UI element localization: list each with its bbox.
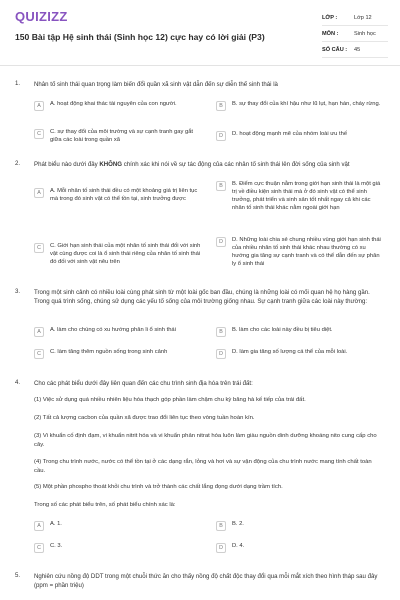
option-text: B. làm cho các loài này đều bị tiêu diệt. <box>232 327 333 333</box>
option-letter: B <box>216 181 226 191</box>
option-text: A. hoạt động khai thác tài nguyên của con người. <box>50 101 177 107</box>
option-letter: D <box>216 131 226 141</box>
option-letter: D <box>216 237 226 247</box>
option-b[interactable] <box>216 520 384 531</box>
option-letter: A <box>34 188 44 198</box>
option-text: D. 4. <box>232 543 245 549</box>
option-a[interactable] <box>34 520 204 531</box>
question-text: Nhân tố sinh thái quan trọng làm biến đổi quần xã sinh vật dẫn đến sự diễn thế sinh thái là <box>34 81 278 88</box>
question-number: 1. <box>15 80 21 87</box>
question-number: 2. <box>15 160 21 167</box>
meta-row-subject <box>322 26 388 42</box>
option-d[interactable] <box>216 236 384 268</box>
option-letter: C <box>34 543 44 553</box>
statement-4: (4) Trong chu trình nước, nước có thể tồn tại ở các dạng rắn, lỏng và hơi và sự vận động của chu trình nước mang tính chất toàn cầu. <box>34 459 372 474</box>
option-c[interactable] <box>34 128 204 144</box>
statement-3: (3) Vi khuẩn cố định đạm, vi khuẩn nitrit hóa và vi khuẩn phản nitrat hóa luôn làm giàu nguồn dinh dưỡng khoáng nito cung cấp cho cây. <box>34 433 377 448</box>
question-number: 3. <box>15 288 21 295</box>
option-a[interactable] <box>34 187 204 203</box>
question-number: 5. <box>15 572 21 579</box>
question-text <box>34 160 384 169</box>
option-letter: D <box>216 349 226 359</box>
option-letter: B <box>216 101 226 111</box>
option-text: B. sự thay đổi của khí hậu như lũ lụt, hạn hán, cháy rừng. <box>232 101 381 107</box>
option-d[interactable] <box>216 130 384 141</box>
option-c[interactable] <box>34 242 204 266</box>
document-header <box>0 0 400 66</box>
meta-table <box>322 10 388 58</box>
option-a[interactable] <box>34 100 204 111</box>
statement-2: (2) Tất cả lượng cacbon của quần xã được trao đổi liên tục theo vòng tuần hoàn kín. <box>34 415 255 421</box>
question-number: 4. <box>15 379 21 386</box>
meta-value: 45 <box>354 46 361 53</box>
meta-value: Sinh học <box>354 30 376 37</box>
statement-5: (5) Một phần phospho thoát khỏi chu trình và trở thành các chất lắng đọng dưới dạng trầm tích. <box>34 484 283 490</box>
option-text: C. 3. <box>50 543 63 549</box>
option-b[interactable] <box>216 100 384 111</box>
option-b[interactable] <box>216 180 384 212</box>
option-letter: A <box>34 101 44 111</box>
option-text: B. Điểm cực thuận nằm trong giới hạn sinh thái là một giá trị về điều kiện sinh thái mà ở đó sinh vật có thể sinh trưởng, phát triển và sinh sản tốt nhất ngay cả khi các nhân tố sinh thái khác nằm ngoài giới hạn <box>232 181 381 211</box>
option-letter: C <box>34 129 44 139</box>
option-c[interactable] <box>34 348 204 359</box>
option-text: A. 1. <box>50 521 62 527</box>
option-letter: A <box>34 327 44 337</box>
question-text-emphasis: KHÔNG <box>99 161 123 168</box>
option-text: A. Mỗi nhân tố sinh thái đều có một khoảng giá trị liên tục mà trong đó sinh vật có thể tồn tại, sinh trưởng được <box>50 188 198 202</box>
question-text-pre: Phát biểu nào dưới đây <box>34 161 100 168</box>
option-c[interactable] <box>34 542 204 553</box>
quizizz-logo[interactable]: QUIZIZZ <box>15 9 68 24</box>
page-title: 150 Bài tập Hệ sinh thái (Sinh học 12) cực hay có lời giải (P3) <box>15 32 265 42</box>
option-letter: D <box>216 543 226 553</box>
option-d[interactable] <box>216 348 384 359</box>
question-text: Nghiên cứu nồng độ DDT trong một chuỗi thức ăn cho thấy nồng độ chất độc thay đổi qua mỗi mắt xích theo hình tháp sau đây (ppm = phần triệu) <box>34 573 378 589</box>
option-text: C. sự thay đổi của môi trường và sự cạnh tranh gay gắt giữa các loài trong quần xã <box>50 129 194 143</box>
option-text: A. làm cho chúng có xu hướng phân li ổ sinh thái <box>50 327 176 333</box>
option-a[interactable] <box>34 326 204 337</box>
meta-row-count <box>322 42 388 58</box>
meta-key: LỚP : <box>322 14 338 21</box>
option-letter: C <box>34 243 44 253</box>
question-prompt: Trong số các phát biểu trên, số phát biểu chính xác là: <box>34 502 176 508</box>
meta-row-class <box>322 10 388 26</box>
meta-value: Lớp 12 <box>354 14 372 21</box>
meta-key: MÔN : <box>322 30 339 37</box>
option-letter: C <box>34 349 44 359</box>
option-text: C. làm tăng thêm nguồn sống trong sinh cảnh <box>50 349 168 355</box>
statement-1: (1) Việc sử dụng quá nhiều nhiên liệu hóa thạch góp phần làm chậm chu kỳ băng hà kế tiếp của trái đất. <box>34 397 306 403</box>
question-text: Cho các phát biểu dưới đây liên quan đến các chu trình sinh địa hóa trên trái đất: <box>34 380 253 387</box>
option-d[interactable] <box>216 542 384 553</box>
question-text: Trong một sinh cảnh có nhiều loài cùng phát sinh từ một loài gốc ban đầu, chúng là những loài có mối quan hệ họ hàng gần. Trong quá trình sống, chúng sử dụng các yếu tố sống của môi trường giống nhau. Sự cạnh tranh giữa các loài này thường: <box>34 289 370 305</box>
option-text: C. Giới hạn sinh thái của một nhân tố sinh thái đối với sinh vật cùng được coi là ổ sinh thái riêng của nhân tố sinh thái đó đối với sinh vật nêu trên <box>50 243 201 265</box>
option-text: D. làm gia tăng số lượng cá thể của mỗi loài. <box>232 349 348 355</box>
option-b[interactable] <box>216 326 384 337</box>
option-letter: B <box>216 521 226 531</box>
meta-key: SỐ CÂU : <box>322 46 348 53</box>
option-letter: A <box>34 521 44 531</box>
option-text: B. 2. <box>232 521 244 527</box>
option-letter: B <box>216 327 226 337</box>
question-text-post: chính xác khi nói về sự tác động của các nhân tố sinh thái lên đời sống của sinh vật <box>122 161 350 168</box>
option-text: D. Những loài chia sẻ chung nhiều vùng giới hạn sinh thái của nhiều nhân tố sinh thái khác nhau thường có xu hướng gia tăng sự cạnh tranh và có thể dẫn đến sự phân ly ổ sinh thái <box>232 237 381 267</box>
option-text: D. hoạt động mạnh mẽ của nhóm loài ưu thế <box>232 131 348 137</box>
